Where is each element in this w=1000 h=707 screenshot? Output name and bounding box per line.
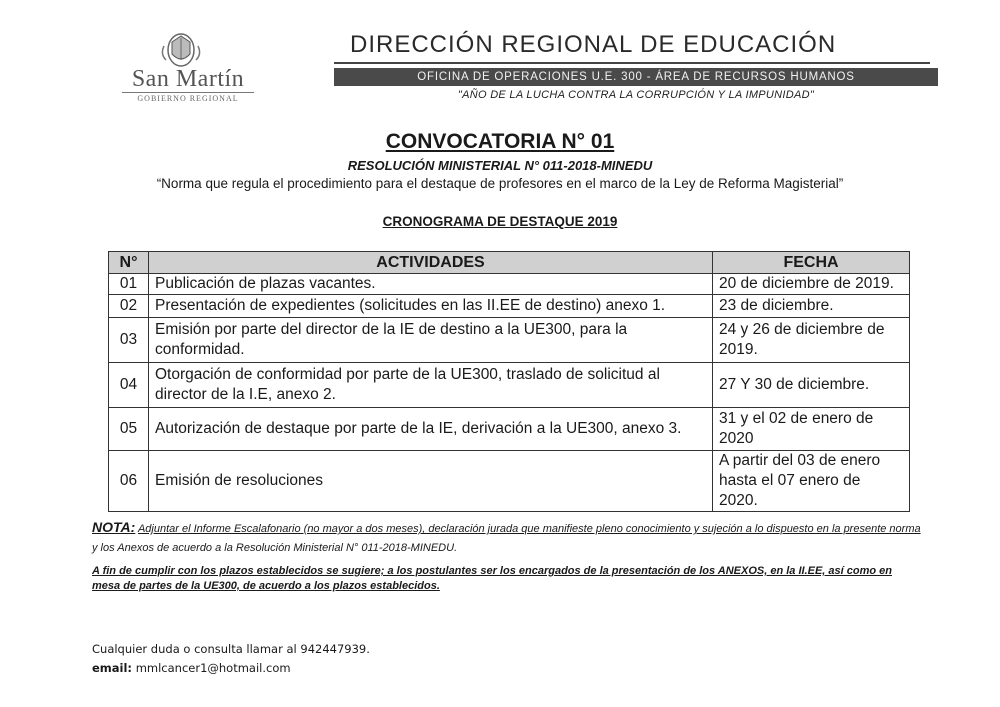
row-number: 02 xyxy=(109,295,149,318)
row-activity-line: conformidad. xyxy=(155,341,245,358)
row-date xyxy=(713,408,910,451)
table-row xyxy=(109,363,910,408)
row-activity-line: Otorgación de conformidad por parte de la UE300, traslado de solicitud al xyxy=(155,366,660,383)
convocatoria-title: CONVOCATORIA N° 01 xyxy=(385,130,615,153)
logo-name: San Martín xyxy=(131,66,245,92)
row-number: 05 xyxy=(109,408,149,451)
row-date xyxy=(713,318,910,363)
contact-info xyxy=(92,640,370,678)
row-activity xyxy=(149,318,713,363)
row-activity-line: Emisión por parte del director de la IE de destino a la UE300, para la xyxy=(155,321,628,338)
row-date-line: 24 y 26 de diciembre de xyxy=(719,321,885,338)
table-header-row xyxy=(109,252,910,274)
header-fecha: FECHA xyxy=(713,252,910,274)
row-date-line: A partir del 03 de enero xyxy=(719,452,881,469)
email-label: email: xyxy=(92,661,133,675)
row-date-line: 2019. xyxy=(719,341,758,358)
row-activity: Autorización de destaque por parte de la IE, derivación a la UE300, anexo 3. xyxy=(149,408,713,451)
institution-title: DIRECCIÓN REGIONAL DE EDUCACIÓN xyxy=(350,31,837,58)
schedule-table xyxy=(108,251,910,512)
coat-of-arms-icon xyxy=(160,30,202,70)
row-date: 27 Y 30 de diciembre. xyxy=(713,363,910,408)
table-row xyxy=(109,295,910,318)
row-number: 06 xyxy=(109,451,149,512)
norm-description: “Norma que regula el procedimiento para el destaque de profesores en el marco de la Ley de Reforma Magisterial” xyxy=(156,176,844,191)
contact-email-line xyxy=(92,659,370,678)
nota-text: Adjuntar el Informe Escalafonario (no mayor a dos meses), declaración jurada que manifieste pleno conocimiento y sujeción a lo dispuesto en la presente norma xyxy=(137,523,921,535)
nota-label: NOTA: xyxy=(92,519,136,535)
nota-paragraph xyxy=(92,518,922,558)
logo-subtitle: GOBIERNO REGIONAL xyxy=(137,94,239,103)
row-date-line: 2020 xyxy=(719,430,754,447)
office-banner: OFICINA DE OPERACIONES U.E. 300 - ÁREA DE RECURSOS HUMANOS xyxy=(334,68,938,86)
row-number: 01 xyxy=(109,274,149,295)
resolution-reference: RESOLUCIÓN MINISTERIAL N° 011-2018-MINEDU xyxy=(347,158,653,173)
table-row xyxy=(109,318,910,363)
header-actividades: ACTIVIDADES xyxy=(149,252,713,274)
row-date-line: 31 y el 02 de enero de xyxy=(719,410,874,427)
table-row xyxy=(109,408,910,451)
row-number: 03 xyxy=(109,318,149,363)
row-date: 23 de diciembre. xyxy=(713,295,910,318)
deadline-suggestion: A fin de cumplir con los plazos establecidos se sugiere; a los postulantes ser los encargados de la presentación de los ANEXOS, en la II.EE, así como en mesa de partes de la UE300, de acuerdo a los plazos establecidos. xyxy=(92,565,892,592)
row-date xyxy=(713,451,910,512)
title-rule xyxy=(334,62,930,64)
email-address: mmlcancer1@hotmail.com xyxy=(135,661,291,675)
row-activity: Emisión de resoluciones xyxy=(149,451,713,512)
logo-divider xyxy=(122,92,254,93)
row-activity xyxy=(149,363,713,408)
row-activity: Presentación de expedientes (solicitudes en las II.EE de destino) anexo 1. xyxy=(149,295,713,318)
regional-government-logo xyxy=(108,24,268,108)
nota-text-rest: y los Anexos de acuerdo a la Resolución Ministerial N° 011-2018-MINEDU. xyxy=(92,542,458,554)
table-row xyxy=(109,274,910,295)
row-date: 20 de diciembre de 2019. xyxy=(713,274,910,295)
row-activity-line: director de la I.E, anexo 2. xyxy=(155,386,336,403)
table-row xyxy=(109,451,910,512)
row-date-line: hasta el 07 enero de 2020. xyxy=(719,472,861,509)
row-number: 04 xyxy=(109,363,149,408)
row-activity: Publicación de plazas vacantes. xyxy=(149,274,713,295)
contact-phone-line: Cualquier duda o consulta llamar al 942447939. xyxy=(92,642,370,656)
header-num: N° xyxy=(109,252,149,274)
year-motto: "AÑO DE LA LUCHA CONTRA LA CORRUPCIÓN Y LA IMPUNIDAD" xyxy=(457,89,815,101)
schedule-title: CRONOGRAMA DE DESTAQUE 2019 xyxy=(382,214,618,229)
